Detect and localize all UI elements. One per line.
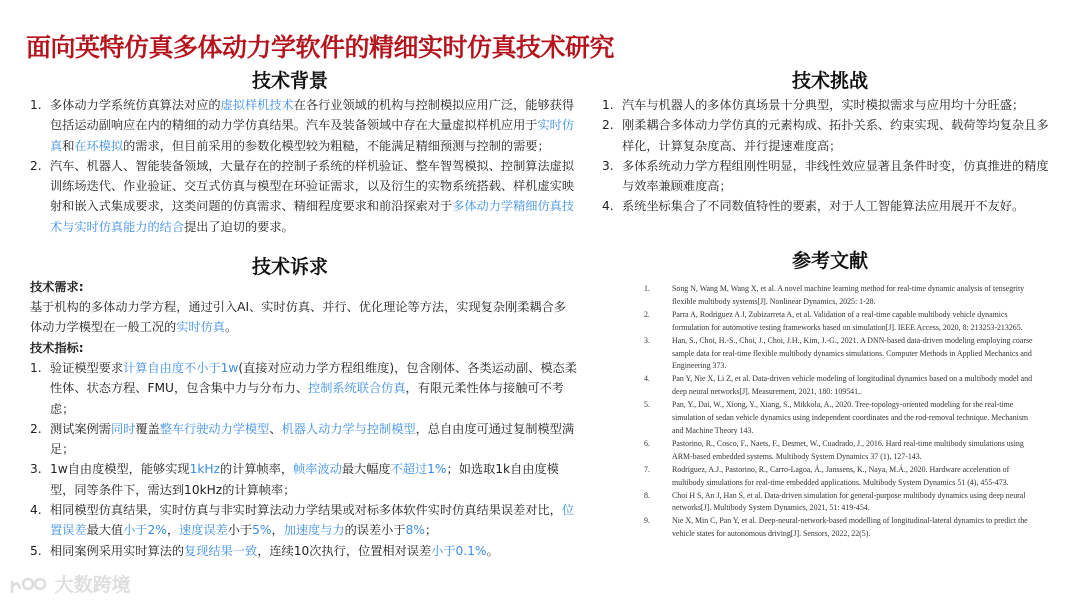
highlight-text: 多体动力学精细仿真技术与实时仿真能力的结合 bbox=[50, 199, 575, 234]
text-segment: 1w自由度模型，能够实现 bbox=[50, 462, 190, 477]
text-segment: 。 bbox=[225, 320, 238, 335]
reference-text: Pan, Y., Dai, W., Xiong, Y., Xiang, S., Mikkola, A., 2020. Tree-topology-oriented modeling for the real-time simulation of sedan vehicle dynamics using independent coordinates and the rod-removal technique. Mechanism and Machine Theory 143. bbox=[672, 400, 1029, 435]
text-segment: ，总自由度可通过复制模型满足； bbox=[50, 421, 575, 457]
highlight-text: 小于2% bbox=[123, 523, 167, 538]
list-item bbox=[30, 459, 578, 500]
text-segment: ， bbox=[166, 523, 180, 538]
highlight-text: 1kHz bbox=[189, 462, 220, 477]
reference-number: 4. bbox=[644, 374, 650, 384]
item-number: 2. bbox=[30, 421, 42, 436]
text-segment: 多体系统动力学方程组刚性明显，非线性效应显著且条件时变，仿真推进的精度与效率兼顾难度高； bbox=[622, 158, 1049, 194]
highlight-text: 实时仿真 bbox=[50, 118, 575, 153]
reference-item bbox=[640, 490, 1040, 516]
text-segment: 验证模型要求 bbox=[50, 361, 124, 375]
list-item bbox=[602, 95, 1052, 115]
item-number: 3. bbox=[30, 462, 42, 477]
challenges-list bbox=[602, 95, 1052, 217]
reference-number: 7. bbox=[644, 464, 650, 474]
logo-icon bbox=[8, 575, 48, 597]
reference-text: Han, S., Choi, H.-S., Choi, J., Choi, J.H., Kim, J.-G., 2021. A DNN-based data-driven modeling employing coarse sample data for real-time flexible multibody dynamics simulations. Computer Methods in Applied Mechanics and Engineering 373. bbox=[672, 335, 1033, 371]
text-segment: 和 bbox=[62, 138, 75, 153]
reference-number: 5. bbox=[644, 400, 650, 410]
item-number: 2. bbox=[30, 158, 42, 173]
text-segment: 汽车、机器人、智能装备领域，大量存在的控制子系统的样机验证、整车智驾模拟、控制算法虚拟训练场迭代、作业验证、交互式仿真与模型在环验证需求，以及衍生的实物系统搭载、样机虚实映射和嵌入式集成要求，这类问题的仿真需求、精细程度要求和前沿探索对于 bbox=[50, 158, 575, 214]
highlight-text: 小于0.1% bbox=[431, 543, 487, 558]
text-segment: ，连续10次执行，位置相对误差 bbox=[257, 543, 432, 558]
highlight-text: 不超过1% bbox=[390, 462, 447, 477]
challenges-heading: 技术挑战 bbox=[791, 70, 868, 92]
item-number: 2. bbox=[602, 118, 614, 133]
text-segment: 在各行业领域的机构与控制模拟应用广泛，能够获得包括运动副响应在内的精细的动力学仿真结果。汽车及装备领域中存在大量虚拟样机应用于 bbox=[50, 98, 575, 133]
highlight-text: 8% bbox=[405, 523, 425, 538]
reference-text: Pastorino, R., Cosco, F., Naets, F., Desmet, W., Cuadrado, J., 2016. Hard real-time multibody simulations using ARM-based embedded systems. Multibody System Dynamics 37 (1), 127-143. bbox=[672, 438, 1024, 461]
highlight-text: 整车行驶动力学模型 bbox=[159, 421, 270, 436]
reference-item bbox=[640, 399, 1040, 438]
watermark-text: 大数跨境 bbox=[54, 574, 131, 596]
highlight-text: 速度误差 bbox=[179, 523, 228, 538]
references-list bbox=[640, 283, 1040, 541]
highlight-text: 复现结果一致 bbox=[184, 543, 258, 558]
list-item bbox=[30, 541, 578, 561]
text-segment: 的需求，但目前采用的参数化模型较为粗糙，不能满足精细预测与控制的需要； bbox=[123, 138, 550, 153]
reference-item bbox=[640, 373, 1040, 399]
highlight-text: 机器人动力学与控制模型 bbox=[281, 421, 416, 436]
text-segment: ；如选取1k自由度模型，同等条件下，需达到10kHz的计算帧率； bbox=[50, 462, 559, 497]
highlight-text: 位置误差 bbox=[50, 503, 575, 538]
reference-number: 3. bbox=[644, 335, 650, 345]
reference-text: Parra A, Rodriguez A J, Zubizarreta A, et al. Validation of a real-time capable multibody vehicle dynamics formulation for automotive testing frameworks based on simulation[J]. IEEE Access, 2020, 8: 213253-213265. bbox=[672, 309, 1023, 332]
text-segment: 系统坐标集合了不同数值特性的要素，对于人工智能算法应用展开不友好。 bbox=[622, 199, 1025, 214]
text-segment: 的计算帧率， bbox=[219, 462, 294, 477]
reference-text: Choi H S, An J, Han S, et al. Data-driven simulation for general-purpose multibody dynamics using deep neural networks[J]. Multibody System Dynamics, 2021, 51: 419-454. bbox=[672, 490, 1026, 513]
page-title: 面向英特仿真多体动力学软件的精细实时仿真技术研究 bbox=[26, 33, 615, 62]
item-number: 3. bbox=[602, 158, 614, 173]
highlight-text: 5% bbox=[252, 523, 272, 538]
watermark-logo bbox=[8, 570, 131, 597]
reference-item bbox=[640, 464, 1040, 490]
text-segment: 最大幅度 bbox=[341, 462, 391, 477]
text-segment: ； bbox=[424, 523, 438, 538]
text-segment: 。 bbox=[486, 543, 499, 558]
text-segment: 刚柔耦合多体动力学仿真的元素构成、拓扑关系、约束实现、载荷等均复杂且多样化，计算复杂度高、并行提速难度高； bbox=[622, 118, 1049, 153]
metrics-label: 技术指标: bbox=[30, 341, 84, 355]
text-segment: 多体动力学系统仿真算法对应的 bbox=[50, 98, 221, 112]
reference-number: 1. bbox=[644, 284, 650, 293]
text-segment: 、 bbox=[269, 421, 282, 436]
highlight-text: 计算自由度不小于1w bbox=[123, 361, 239, 375]
text-segment: 的误差小于 bbox=[344, 523, 406, 538]
reference-text: Rodriguez, A.J., Pastorino, R., Carro-Lagoa, Á., Janssens, K., Naya, M.Á., 2020. Hardware acceleration of multibody simulations for real-time embedded applications. Multibody System Dynamics 51 (4), 455-473. bbox=[672, 464, 1010, 487]
highlight-text: 虚拟样机技术 bbox=[220, 98, 294, 112]
background-list bbox=[30, 95, 575, 237]
reference-item bbox=[640, 515, 1040, 541]
reference-text: Song N, Wang M, Wang X, et al. A novel machine learning method for real-time dynamic analysis of tensegrity flexible multibody systems[J]. Nonlinear Dynamics, 2025: 1-28. bbox=[672, 284, 1025, 306]
text-segment: 小于 bbox=[227, 523, 253, 538]
need-text bbox=[30, 297, 575, 338]
reference-item bbox=[640, 335, 1040, 374]
reference-number: 2. bbox=[644, 309, 650, 319]
text-segment: 提出了迫切的要求。 bbox=[184, 219, 294, 234]
reference-text: Pan Y, Nie X, Li Z, et al. Data-driven vehicle modeling of longitudinal dynamics based on a multibody model and deep neural networks[J]. Measurement, 2021, 180: 109541.. bbox=[672, 374, 1033, 397]
reference-text: Nie X, Min C, Pan Y, et al. Deep-neural-network-based modelling of longitudinal-lateral dynamics to predict the vehicle states for autonomous driving[J]. Sensors, 2022, 22(5). bbox=[672, 516, 1028, 539]
list-item bbox=[602, 196, 1052, 216]
highlight-text: 同时 bbox=[110, 421, 136, 436]
text-segment: ，有限元柔性体与接触可不考虑； bbox=[50, 381, 564, 416]
highlight-text: 控制系统联合仿真 bbox=[308, 381, 406, 396]
reference-item bbox=[640, 283, 1040, 309]
list-item bbox=[30, 156, 575, 237]
item-number: 5. bbox=[30, 543, 42, 558]
item-number: 1. bbox=[602, 98, 614, 112]
text-segment: 汽车与机器人的多体仿真场景十分典型，实时模拟需求与应用均十分旺盛； bbox=[622, 98, 1025, 112]
reference-number: 6. bbox=[644, 438, 650, 448]
background-heading: 技术背景 bbox=[251, 70, 328, 92]
highlight-text: 加速度与力 bbox=[283, 523, 345, 538]
item-number: 1. bbox=[30, 361, 42, 375]
highlight-text: 帧率波动 bbox=[293, 462, 342, 477]
reference-item bbox=[640, 309, 1040, 335]
list-item bbox=[30, 500, 578, 541]
list-item bbox=[30, 95, 575, 156]
text-segment: (直接对应动力学方程组维度)，包含刚体、各类运动副、模态柔性体、状态方程、FMU，包含集中力与分布力、 bbox=[50, 361, 577, 396]
text-segment: 相同模型仿真结果，实时仿真与非实时算法动力学结果或对标多体软件实时仿真结果误差对比， bbox=[50, 503, 562, 518]
list-item bbox=[30, 419, 578, 460]
item-number: 4. bbox=[602, 199, 614, 214]
item-number: 4. bbox=[30, 503, 42, 518]
text-segment: 相同案例采用实时算法的 bbox=[50, 543, 185, 558]
item-number: 1. bbox=[30, 98, 42, 112]
text-segment: 基于机构的多体动力学方程，通过引入AI、实时仿真、并行、优化理论等方法，实现复杂刚柔耦合多体动力学模型在一般工况的 bbox=[30, 300, 566, 335]
metrics-list bbox=[30, 358, 578, 561]
text-segment: 测试案例需 bbox=[50, 421, 111, 436]
references-heading: 参考文献 bbox=[791, 250, 868, 272]
need-label: 技术需求: bbox=[30, 280, 84, 294]
list-item bbox=[602, 115, 1052, 156]
requirements-heading: 技术诉求 bbox=[251, 256, 328, 278]
list-item bbox=[602, 156, 1052, 197]
text-segment: 最大值 bbox=[86, 523, 124, 538]
highlight-text: 实时仿真 bbox=[176, 320, 225, 335]
reference-number: 8. bbox=[644, 490, 650, 500]
highlight-text: 在环模拟 bbox=[74, 138, 124, 153]
reference-item bbox=[640, 438, 1040, 464]
text-segment: ， bbox=[271, 523, 284, 538]
text-segment: 覆盖 bbox=[135, 421, 160, 436]
list-item bbox=[30, 358, 578, 419]
reference-number: 9. bbox=[644, 516, 650, 526]
